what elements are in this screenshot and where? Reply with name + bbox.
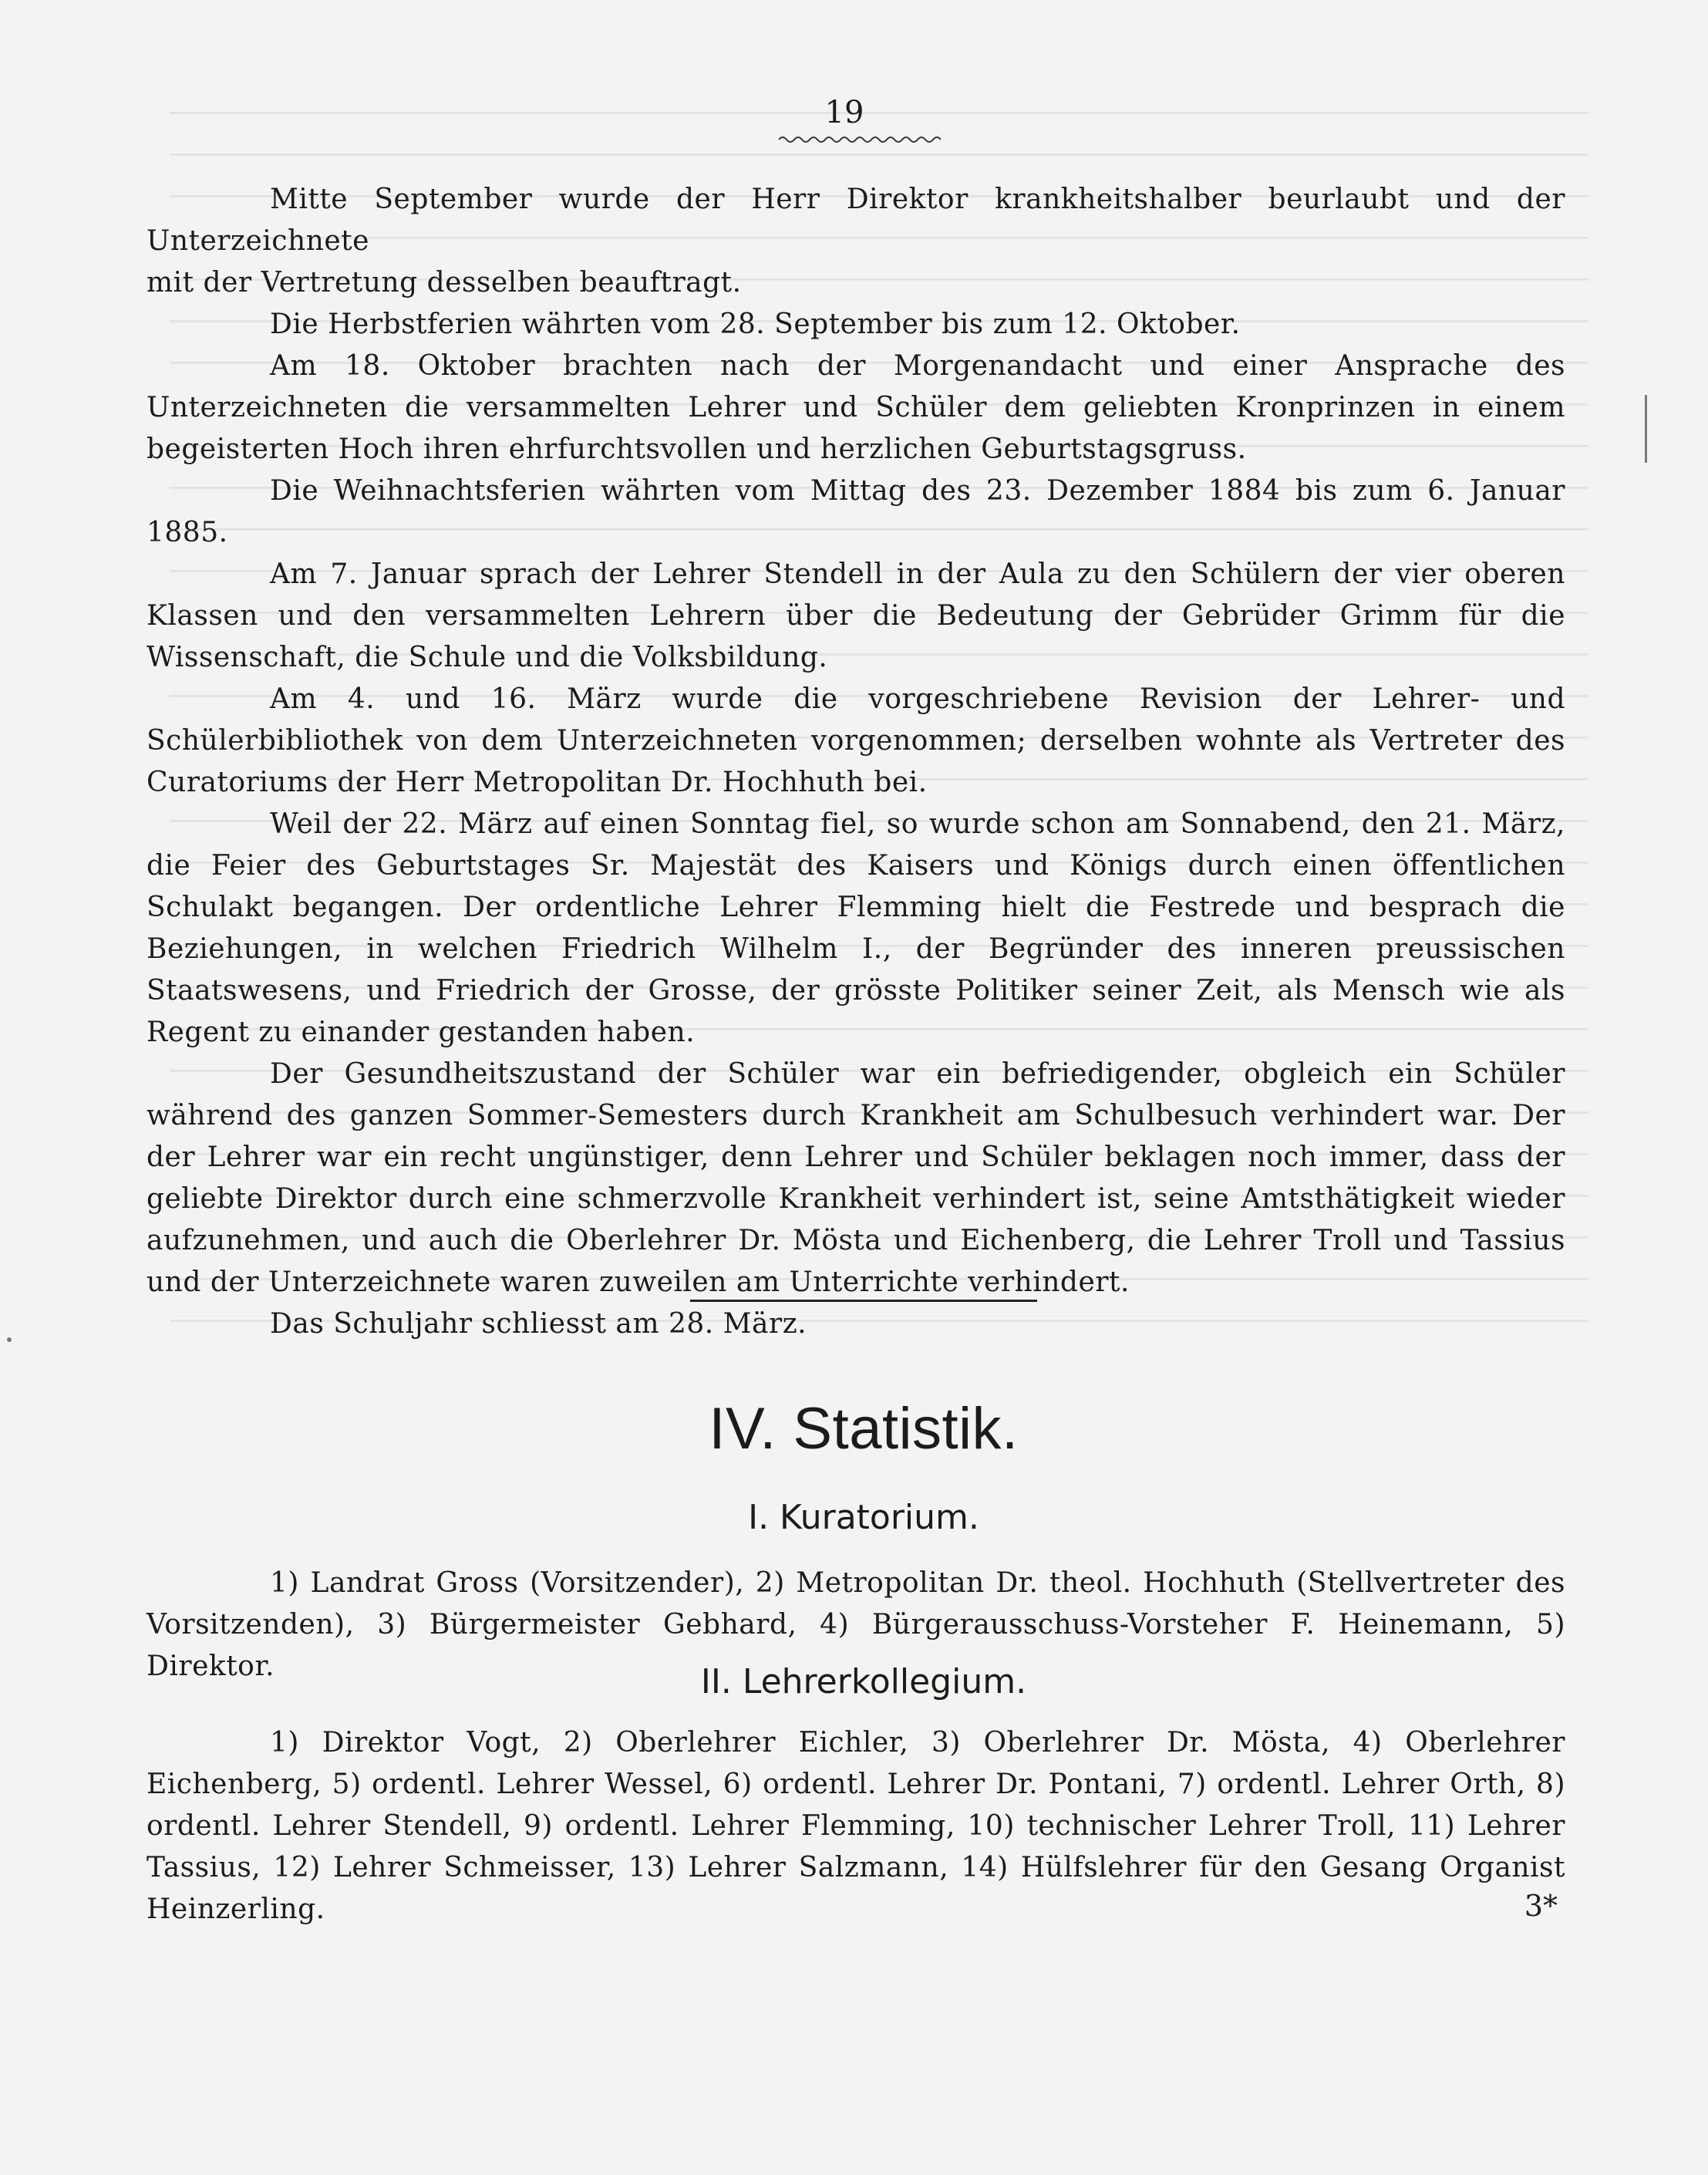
page-number: 19: [824, 95, 864, 130]
paragraph-8: Der Gesundheitszustand der Schüler war ein befriedigender, obgleich ein Schüler während des ganzen Sommer-Semesters durch Krankheit am Schulbesuch verhindert war. Der der Lehrer war ein recht ungünstiger, denn Lehrer und Schüler beklagen noch immer, dass der geliebte Direktor durch eine schmerzvolle Krankheit verhindert ist, seine Amtsthätigkeit wieder aufzunehmen, und auch die Oberlehrer Dr. Mösta und Eichenberg, die Lehrer Troll und Tassius und der Unterzeichnete waren zuweilen am Unterrichte verhindert.: [147, 1058, 1565, 1298]
paragraph-1-line-2: mit der Vertretung desselben beauftragt.: [147, 267, 742, 298]
paragraph-4: Die Weihnachtsferien währten vom Mittag des 23. Dezember 1884 bis zum 6. Januar 1885.: [147, 475, 1565, 548]
kuratorium-heading: I. Kuratorium.: [748, 1498, 979, 1537]
margin-dot: [7, 1337, 12, 1342]
paragraph-3: Am 18. Oktober brachten nach der Morgenandacht und einer Ansprache des Unterzeichneten die versammelten Lehrer und Schüler dem geliebten Kronprinzen in einem begeisterten Hoch ihren ehrfurchtsvollen und herzlichen Geburtstagsgruss.: [147, 350, 1565, 465]
tilde-rule: [779, 135, 941, 144]
lehrerkollegium-text: 1) Direktor Vogt, 2) Oberlehrer Eichler, 3) Oberlehrer Dr. Mösta, 4) Oberlehrer Eichenberg, 5) ordentl. Lehrer Wessel, 6) ordentl. Lehrer Dr. Pontani, 7) ordentl. Lehrer Orth, 8) ordentl. Lehrer Stendell, 9) ordentl. Lehrer Flemming, 10) technischer Lehrer Troll, 11) Lehrer Tassius, 12) Lehrer Schmeisser, 13) Lehrer Salzmann, 14) Hülfslehrer für den Gesang Organist Heinzerling.: [147, 1727, 1565, 1925]
paragraph-7: Weil der 22. März auf einen Sonntag fiel, so wurde schon am Sonnabend, den 21. März, die Feier des Geburtstages Sr. Majestät des Kaisers und Königs durch einen öffentlichen Schulakt begangen. Der ordentliche Lehrer Flemming hielt die Festrede und besprach die Beziehungen, in welchen Friedrich Wilhelm I., der Begründer des inneren preussischen Staatswesens, und Friedrich der Grosse, der grösste Politiker seiner Zeit, als Mensch wie als Regent zu einander gestanden haben.: [147, 808, 1565, 1048]
section-divider: [690, 1300, 1037, 1302]
paragraph-5: Am 7. Januar sprach der Lehrer Stendell in der Aula zu den Schülern der vier oberen Klassen und den versammelten Lehrern über die Bedeutung der Gebrüder Grimm für die Wissenschaft, die Schule und die Volksbildung.: [147, 558, 1565, 673]
paragraph-1-line-1: Mitte September wurde der Herr Direktor krankheitshalber beurlaubt und der Unterzeichnete: [147, 184, 1565, 257]
lehrerkollegium-section: [147, 1722, 1565, 1931]
paragraph-2: Die Herbstferien währten vom 28. September bis zum 12. Oktober.: [270, 309, 1241, 340]
school-chronicle-section: [147, 179, 1565, 1345]
margin-mark: [1645, 395, 1647, 463]
signature-mark: 3*: [1524, 1889, 1558, 1923]
statistik-heading: IV. Statistik.: [709, 1396, 1019, 1462]
paragraph-6: Am 4. und 16. März wurde die vorgeschriebene Revision der Lehrer- und Schülerbibliothek von dem Unterzeichneten vorgenommen; derselben wohnte als Vertreter des Curatoriums der Herr Metropolitan Dr. Hochhuth bei.: [147, 683, 1565, 798]
lehrerkollegium-heading: II. Lehrerkollegium.: [700, 1662, 1027, 1701]
paragraph-9: Das Schuljahr schliesst am 28. März.: [270, 1308, 807, 1340]
kuratorium-text: 1) Landrat Gross (Vorsitzender), 2) Metropolitan Dr. theol. Hochhuth (Stellvertreter des Vorsitzenden), 3) Bürgermeister Gebhard, 4) Bürgerausschuss-Vorsteher F. Heinemann, 5) Direktor.: [147, 1567, 1565, 1682]
